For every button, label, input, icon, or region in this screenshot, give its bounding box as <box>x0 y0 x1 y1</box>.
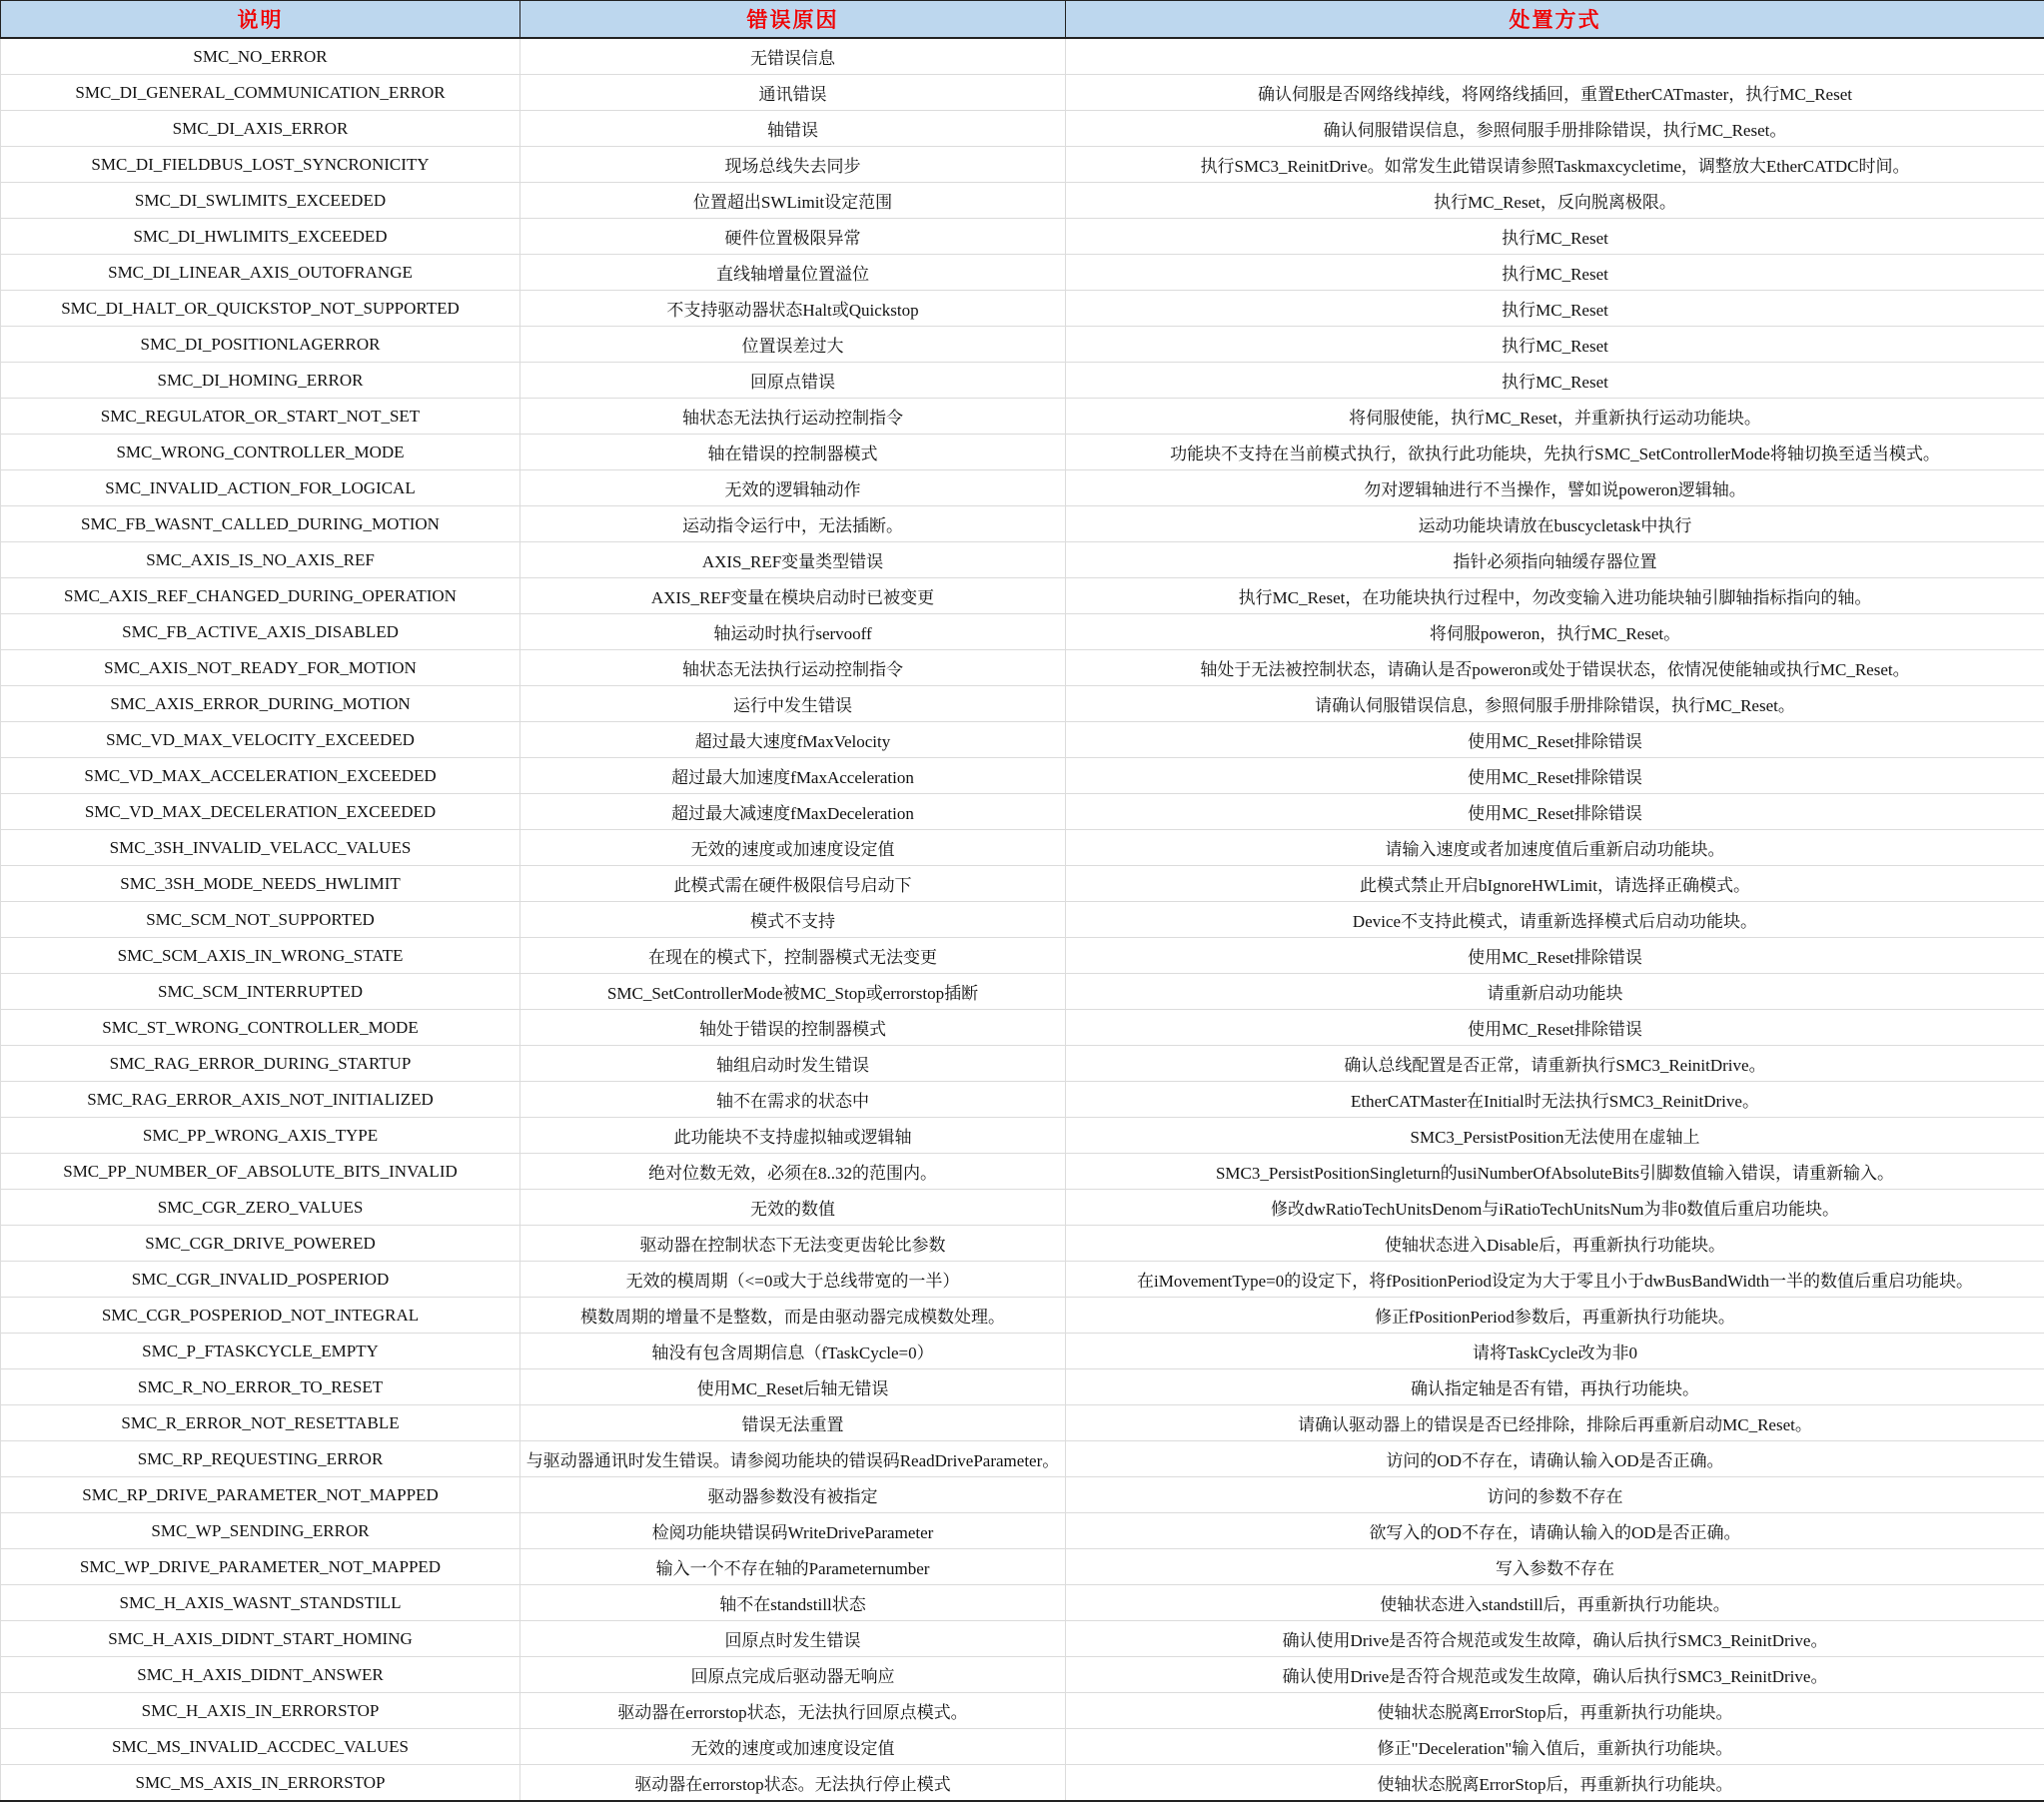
error-cause-cell: 检阅功能块错误码WriteDriveParameter <box>520 1513 1066 1549</box>
error-cause-cell: 回原点错误 <box>520 363 1066 399</box>
error-code-cell: SMC_CGR_POSPERIOD_NOT_INTEGRAL <box>1 1298 520 1334</box>
error-code-cell: SMC_WRONG_CONTROLLER_MODE <box>1 435 520 470</box>
header-cause: 错误原因 <box>520 1 1066 39</box>
table-body <box>1 38 2044 1801</box>
table-row <box>1 470 2044 506</box>
error-code-cell: SMC_DI_AXIS_ERROR <box>1 111 520 147</box>
error-action-cell: 执行MC_Reset <box>1066 219 2044 255</box>
error-code-cell: SMC_INVALID_ACTION_FOR_LOGICAL <box>1 470 520 506</box>
error-cause-cell: 在现在的模式下，控制器模式无法变更 <box>520 938 1066 974</box>
error-action-cell: 欲写入的OD不存在，请确认输入的OD是否正确。 <box>1066 1513 2044 1549</box>
error-cause-cell: 错误无法重置 <box>520 1405 1066 1441</box>
table-row <box>1 1082 2044 1118</box>
table-row <box>1 938 2044 974</box>
error-code-cell: SMC_DI_GENERAL_COMMUNICATION_ERROR <box>1 75 520 111</box>
header-description: 说明 <box>1 1 520 39</box>
error-code-cell: SMC_DI_HWLIMITS_EXCEEDED <box>1 219 520 255</box>
error-code-cell: SMC_3SH_INVALID_VELACC_VALUES <box>1 830 520 866</box>
error-cause-cell: 无效的模周期（<=0或大于总线带宽的一半） <box>520 1262 1066 1298</box>
error-action-cell: 请将TaskCycle改为非0 <box>1066 1334 2044 1369</box>
error-cause-cell: 此模式需在硬件极限信号启动下 <box>520 866 1066 902</box>
error-code-cell: SMC_FB_WASNT_CALLED_DURING_MOTION <box>1 506 520 542</box>
error-code-cell: SMC_SCM_AXIS_IN_WRONG_STATE <box>1 938 520 974</box>
error-code-cell: SMC_R_ERROR_NOT_RESETTABLE <box>1 1405 520 1441</box>
error-action-cell: 修正"Deceleration"输入值后，重新执行功能块。 <box>1066 1729 2044 1765</box>
error-cause-cell: 硬件位置极限异常 <box>520 219 1066 255</box>
error-action-cell: SMC3_PersistPositionSingleturn的usiNumberOfAbsoluteBits引脚数值输入错误，请重新输入。 <box>1066 1154 2044 1190</box>
error-action-cell: 执行MC_Reset <box>1066 291 2044 327</box>
error-code-cell: SMC_CGR_INVALID_POSPERIOD <box>1 1262 520 1298</box>
error-code-cell: SMC_DI_HALT_OR_QUICKSTOP_NOT_SUPPORTED <box>1 291 520 327</box>
error-cause-cell: 直线轴增量位置溢位 <box>520 255 1066 291</box>
table-row <box>1 1226 2044 1262</box>
error-code-cell: SMC_ST_WRONG_CONTROLLER_MODE <box>1 1010 520 1046</box>
error-action-cell: 执行MC_Reset，反向脱离极限。 <box>1066 183 2044 219</box>
table-row <box>1 111 2044 147</box>
error-action-cell: 确认伺服是否网络线掉线，将网络线插回，重置EtherCATmaster，执行MC_Reset <box>1066 75 2044 111</box>
error-action-cell: 请重新启动功能块 <box>1066 974 2044 1010</box>
error-code-cell: SMC_H_AXIS_WASNT_STANDSTILL <box>1 1585 520 1621</box>
error-cause-cell: 绝对位数无效，必须在8..32的范围内。 <box>520 1154 1066 1190</box>
error-action-cell: 确认指定轴是否有错，再执行功能块。 <box>1066 1369 2044 1405</box>
table-row <box>1 866 2044 902</box>
table-row <box>1 1765 2044 1802</box>
error-code-cell: SMC_SCM_INTERRUPTED <box>1 974 520 1010</box>
error-code-cell: SMC_RP_REQUESTING_ERROR <box>1 1441 520 1477</box>
error-code-cell: SMC_SCM_NOT_SUPPORTED <box>1 902 520 938</box>
error-action-cell: 使用MC_Reset排除错误 <box>1066 722 2044 758</box>
error-cause-cell: 轴在错误的控制器模式 <box>520 435 1066 470</box>
error-cause-cell: 回原点完成后驱动器无响应 <box>520 1657 1066 1693</box>
table-row <box>1 758 2044 794</box>
table-row <box>1 327 2044 363</box>
table-row <box>1 974 2044 1010</box>
table-row <box>1 1441 2044 1477</box>
error-action-cell: 使轴状态脱离ErrorStop后，再重新执行功能块。 <box>1066 1765 2044 1802</box>
error-cause-cell: 输入一个不存在轴的Parameternumber <box>520 1549 1066 1585</box>
error-cause-cell: 无效的数值 <box>520 1190 1066 1226</box>
table-row <box>1 75 2044 111</box>
error-cause-cell: 超过最大加速度fMaxAcceleration <box>520 758 1066 794</box>
error-action-cell: 在iMovementType=0的设定下，将fPositionPeriod设定为大于零且小于dwBusBandWidth一半的数值后重启功能块。 <box>1066 1262 2044 1298</box>
error-cause-cell: 轴运动时执行servooff <box>520 614 1066 650</box>
error-code-cell: SMC_H_AXIS_IN_ERRORSTOP <box>1 1693 520 1729</box>
error-action-cell: 使轴状态进入standstill后，再重新执行功能块。 <box>1066 1585 2044 1621</box>
error-code-cell: SMC_H_AXIS_DIDNT_ANSWER <box>1 1657 520 1693</box>
table-row <box>1 183 2044 219</box>
table-row <box>1 542 2044 578</box>
error-action-cell: 此模式禁止开启bIgnoreHWLimit，请选择正确模式。 <box>1066 866 2044 902</box>
error-cause-cell: 通讯错误 <box>520 75 1066 111</box>
error-action-cell: 执行MC_Reset，在功能块执行过程中，勿改变输入进功能块轴引脚轴指标指向的轴。 <box>1066 578 2044 614</box>
error-action-cell: 轴处于无法被控制状态，请确认是否poweron或处于错误状态，依情况使能轴或执行MC_Reset。 <box>1066 650 2044 686</box>
error-cause-cell: 无效的逻辑轴动作 <box>520 470 1066 506</box>
header-action: 处置方式 <box>1066 1 2044 39</box>
table-row <box>1 1010 2044 1046</box>
error-cause-cell: 驱动器在控制状态下无法变更齿轮比参数 <box>520 1226 1066 1262</box>
table-row <box>1 399 2044 435</box>
error-cause-cell: 运行中发生错误 <box>520 686 1066 722</box>
error-action-cell: 访问的OD不存在，请确认输入OD是否正确。 <box>1066 1441 2044 1477</box>
error-cause-cell: AXIS_REF变量类型错误 <box>520 542 1066 578</box>
error-action-cell: Device不支持此模式，请重新选择模式后启动功能块。 <box>1066 902 2044 938</box>
table-row <box>1 1298 2044 1334</box>
error-action-cell: 使用MC_Reset排除错误 <box>1066 794 2044 830</box>
error-action-cell: 执行SMC3_ReinitDrive。如常发生此错误请参照Taskmaxcycletime，调整放大EtherCATDC时间。 <box>1066 147 2044 183</box>
error-cause-cell: 轴处于错误的控制器模式 <box>520 1010 1066 1046</box>
error-code-cell: SMC_R_NO_ERROR_TO_RESET <box>1 1369 520 1405</box>
error-action-cell: 修正fPositionPeriod参数后，再重新执行功能块。 <box>1066 1298 2044 1334</box>
error-cause-cell: 无效的速度或加速度设定值 <box>520 830 1066 866</box>
error-code-cell: SMC_DI_POSITIONLAGERROR <box>1 327 520 363</box>
error-cause-cell: 驱动器在errorstop状态。无法执行停止模式 <box>520 1765 1066 1802</box>
error-cause-cell: 模数周期的增量不是整数，而是由驱动器完成模数处理。 <box>520 1298 1066 1334</box>
table-row <box>1 1262 2044 1298</box>
error-action-cell: 执行MC_Reset <box>1066 327 2044 363</box>
table-row <box>1 1513 2044 1549</box>
header-row <box>1 1 2044 39</box>
error-code-cell: SMC_DI_LINEAR_AXIS_OUTOFRANGE <box>1 255 520 291</box>
error-cause-cell: 位置超出SWLimit设定范围 <box>520 183 1066 219</box>
table-row <box>1 1693 2044 1729</box>
error-action-cell: 确认总线配置是否正常，请重新执行SMC3_ReinitDrive。 <box>1066 1046 2044 1082</box>
error-code-cell: SMC_MS_AXIS_IN_ERRORSTOP <box>1 1765 520 1802</box>
error-cause-cell: 驱动器在errorstop状态，无法执行回原点模式。 <box>520 1693 1066 1729</box>
table-row <box>1 219 2044 255</box>
table-row <box>1 722 2044 758</box>
error-code-cell: SMC_H_AXIS_DIDNT_START_HOMING <box>1 1621 520 1657</box>
error-code-cell: SMC_NO_ERROR <box>1 38 520 75</box>
error-action-cell: SMC3_PersistPosition无法使用在虚轴上 <box>1066 1118 2044 1154</box>
error-code-cell: SMC_WP_DRIVE_PARAMETER_NOT_MAPPED <box>1 1549 520 1585</box>
error-code-cell: SMC_FB_ACTIVE_AXIS_DISABLED <box>1 614 520 650</box>
error-action-cell: 确认使用Drive是否符合规范或发生故障，确认后执行SMC3_ReinitDrive。 <box>1066 1657 2044 1693</box>
error-cause-cell: SMC_SetControllerMode被MC_Stop或errorstop插断 <box>520 974 1066 1010</box>
table-row <box>1 578 2044 614</box>
table-row <box>1 830 2044 866</box>
error-code-cell: SMC_RAG_ERROR_AXIS_NOT_INITIALIZED <box>1 1082 520 1118</box>
error-action-cell: 使用MC_Reset排除错误 <box>1066 758 2044 794</box>
error-code-cell: SMC_CGR_ZERO_VALUES <box>1 1190 520 1226</box>
error-code-cell: SMC_DI_HOMING_ERROR <box>1 363 520 399</box>
table-row <box>1 794 2044 830</box>
table-row <box>1 1190 2044 1226</box>
error-action-cell: 访问的参数不存在 <box>1066 1477 2044 1513</box>
error-action-cell: 确认使用Drive是否符合规范或发生故障，确认后执行SMC3_ReinitDrive。 <box>1066 1621 2044 1657</box>
error-code-cell: SMC_VD_MAX_ACCELERATION_EXCEEDED <box>1 758 520 794</box>
error-action-cell: EtherCATMaster在Initial时无法执行SMC3_ReinitDrive。 <box>1066 1082 2044 1118</box>
table-row <box>1 435 2044 470</box>
error-cause-cell: 轴组启动时发生错误 <box>520 1046 1066 1082</box>
table-row <box>1 1477 2044 1513</box>
error-action-cell: 请确认驱动器上的错误是否已经排除，排除后再重新启动MC_Reset。 <box>1066 1405 2044 1441</box>
table-row <box>1 363 2044 399</box>
error-cause-cell: 轴状态无法执行运动控制指令 <box>520 399 1066 435</box>
error-code-cell: SMC_RP_DRIVE_PARAMETER_NOT_MAPPED <box>1 1477 520 1513</box>
table-row <box>1 291 2044 327</box>
error-code-cell: SMC_PP_NUMBER_OF_ABSOLUTE_BITS_INVALID <box>1 1154 520 1190</box>
error-action-cell: 确认伺服错误信息，参照伺服手册排除错误，执行MC_Reset。 <box>1066 111 2044 147</box>
error-code-cell: SMC_3SH_MODE_NEEDS_HWLIMIT <box>1 866 520 902</box>
error-cause-cell: 轴没有包含周期信息（fTaskCycle=0） <box>520 1334 1066 1369</box>
error-cause-cell: 使用MC_Reset后轴无错误 <box>520 1369 1066 1405</box>
error-code-cell: SMC_AXIS_ERROR_DURING_MOTION <box>1 686 520 722</box>
error-cause-cell: 运动指令运行中，无法插断。 <box>520 506 1066 542</box>
table-row <box>1 1334 2044 1369</box>
table-row <box>1 1369 2044 1405</box>
error-cause-cell: 位置误差过大 <box>520 327 1066 363</box>
table-row <box>1 1585 2044 1621</box>
error-cause-cell: 无效的速度或加速度设定值 <box>520 1729 1066 1765</box>
error-code-cell: SMC_VD_MAX_DECELERATION_EXCEEDED <box>1 794 520 830</box>
error-action-cell: 使用MC_Reset排除错误 <box>1066 938 2044 974</box>
error-cause-cell: 轴不在standstill状态 <box>520 1585 1066 1621</box>
table-row <box>1 1549 2044 1585</box>
error-action-cell: 功能块不支持在当前模式执行，欲执行此功能块，先执行SMC_SetControllerMode将轴切换至适当模式。 <box>1066 435 2044 470</box>
error-cause-cell: 与驱动器通讯时发生错误。请参阅功能块的错误码ReadDriveParameter。 <box>520 1441 1066 1477</box>
error-cause-cell: AXIS_REF变量在模块启动时已被变更 <box>520 578 1066 614</box>
table-row <box>1 650 2044 686</box>
error-action-cell: 请输入速度或者加速度值后重新启动功能块。 <box>1066 830 2044 866</box>
error-code-cell: SMC_AXIS_REF_CHANGED_DURING_OPERATION <box>1 578 520 614</box>
error-cause-cell: 不支持驱动器状态Halt或Quickstop <box>520 291 1066 327</box>
table-row <box>1 255 2044 291</box>
table-row <box>1 1118 2044 1154</box>
error-cause-cell: 轴状态无法执行运动控制指令 <box>520 650 1066 686</box>
table-row <box>1 1657 2044 1693</box>
table-row <box>1 38 2044 75</box>
error-code-cell: SMC_WP_SENDING_ERROR <box>1 1513 520 1549</box>
table-row <box>1 614 2044 650</box>
error-code-cell: SMC_MS_INVALID_ACCDEC_VALUES <box>1 1729 520 1765</box>
table-row <box>1 1154 2044 1190</box>
table-row <box>1 686 2044 722</box>
table-row <box>1 147 2044 183</box>
error-action-cell: 使轴状态脱离ErrorStop后，再重新执行功能块。 <box>1066 1693 2044 1729</box>
table-row <box>1 902 2044 938</box>
error-code-cell: SMC_P_FTASKCYCLE_EMPTY <box>1 1334 520 1369</box>
error-code-cell: SMC_AXIS_NOT_READY_FOR_MOTION <box>1 650 520 686</box>
error-action-cell: 勿对逻辑轴进行不当操作，譬如说poweron逻辑轴。 <box>1066 470 2044 506</box>
error-code-cell: SMC_PP_WRONG_AXIS_TYPE <box>1 1118 520 1154</box>
error-action-cell: 将伺服poweron，执行MC_Reset。 <box>1066 614 2044 650</box>
error-action-cell: 使轴状态进入Disable后，再重新执行功能块。 <box>1066 1226 2044 1262</box>
error-action-cell: 写入参数不存在 <box>1066 1549 2044 1585</box>
error-code-cell: SMC_VD_MAX_VELOCITY_EXCEEDED <box>1 722 520 758</box>
error-action-cell: 使用MC_Reset排除错误 <box>1066 1010 2044 1046</box>
error-action-cell: 执行MC_Reset <box>1066 255 2044 291</box>
table-row <box>1 1046 2044 1082</box>
error-cause-cell: 回原点时发生错误 <box>520 1621 1066 1657</box>
table-row <box>1 1621 2044 1657</box>
error-code-cell: SMC_CGR_DRIVE_POWERED <box>1 1226 520 1262</box>
error-code-cell: SMC_DI_FIELDBUS_LOST_SYNCRONICITY <box>1 147 520 183</box>
error-action-cell <box>1066 38 2044 75</box>
error-cause-cell: 模式不支持 <box>520 902 1066 938</box>
error-cause-cell: 轴错误 <box>520 111 1066 147</box>
error-cause-cell: 驱动器参数没有被指定 <box>520 1477 1066 1513</box>
error-code-cell: SMC_REGULATOR_OR_START_NOT_SET <box>1 399 520 435</box>
error-cause-cell: 轴不在需求的状态中 <box>520 1082 1066 1118</box>
error-cause-cell: 现场总线失去同步 <box>520 147 1066 183</box>
error-code-cell: SMC_AXIS_IS_NO_AXIS_REF <box>1 542 520 578</box>
error-cause-cell: 超过最大减速度fMaxDeceleration <box>520 794 1066 830</box>
error-cause-cell: 无错误信息 <box>520 38 1066 75</box>
error-code-cell: SMC_RAG_ERROR_DURING_STARTUP <box>1 1046 520 1082</box>
table-row <box>1 1405 2044 1441</box>
table-row <box>1 1729 2044 1765</box>
error-action-cell: 请确认伺服错误信息，参照伺服手册排除错误，执行MC_Reset。 <box>1066 686 2044 722</box>
error-cause-cell: 超过最大速度fMaxVelocity <box>520 722 1066 758</box>
table-row <box>1 506 2044 542</box>
error-action-cell: 指针必须指向轴缓存器位置 <box>1066 542 2044 578</box>
error-action-cell: 运动功能块请放在buscycletask中执行 <box>1066 506 2044 542</box>
error-cause-cell: 此功能块不支持虚拟轴或逻辑轴 <box>520 1118 1066 1154</box>
error-action-cell: 执行MC_Reset <box>1066 363 2044 399</box>
error-code-cell: SMC_DI_SWLIMITS_EXCEEDED <box>1 183 520 219</box>
error-action-cell: 将伺服使能，执行MC_Reset，并重新执行运动功能块。 <box>1066 399 2044 435</box>
error-action-cell: 修改dwRatioTechUnitsDenom与iRatioTechUnitsNum为非0数值后重启功能块。 <box>1066 1190 2044 1226</box>
